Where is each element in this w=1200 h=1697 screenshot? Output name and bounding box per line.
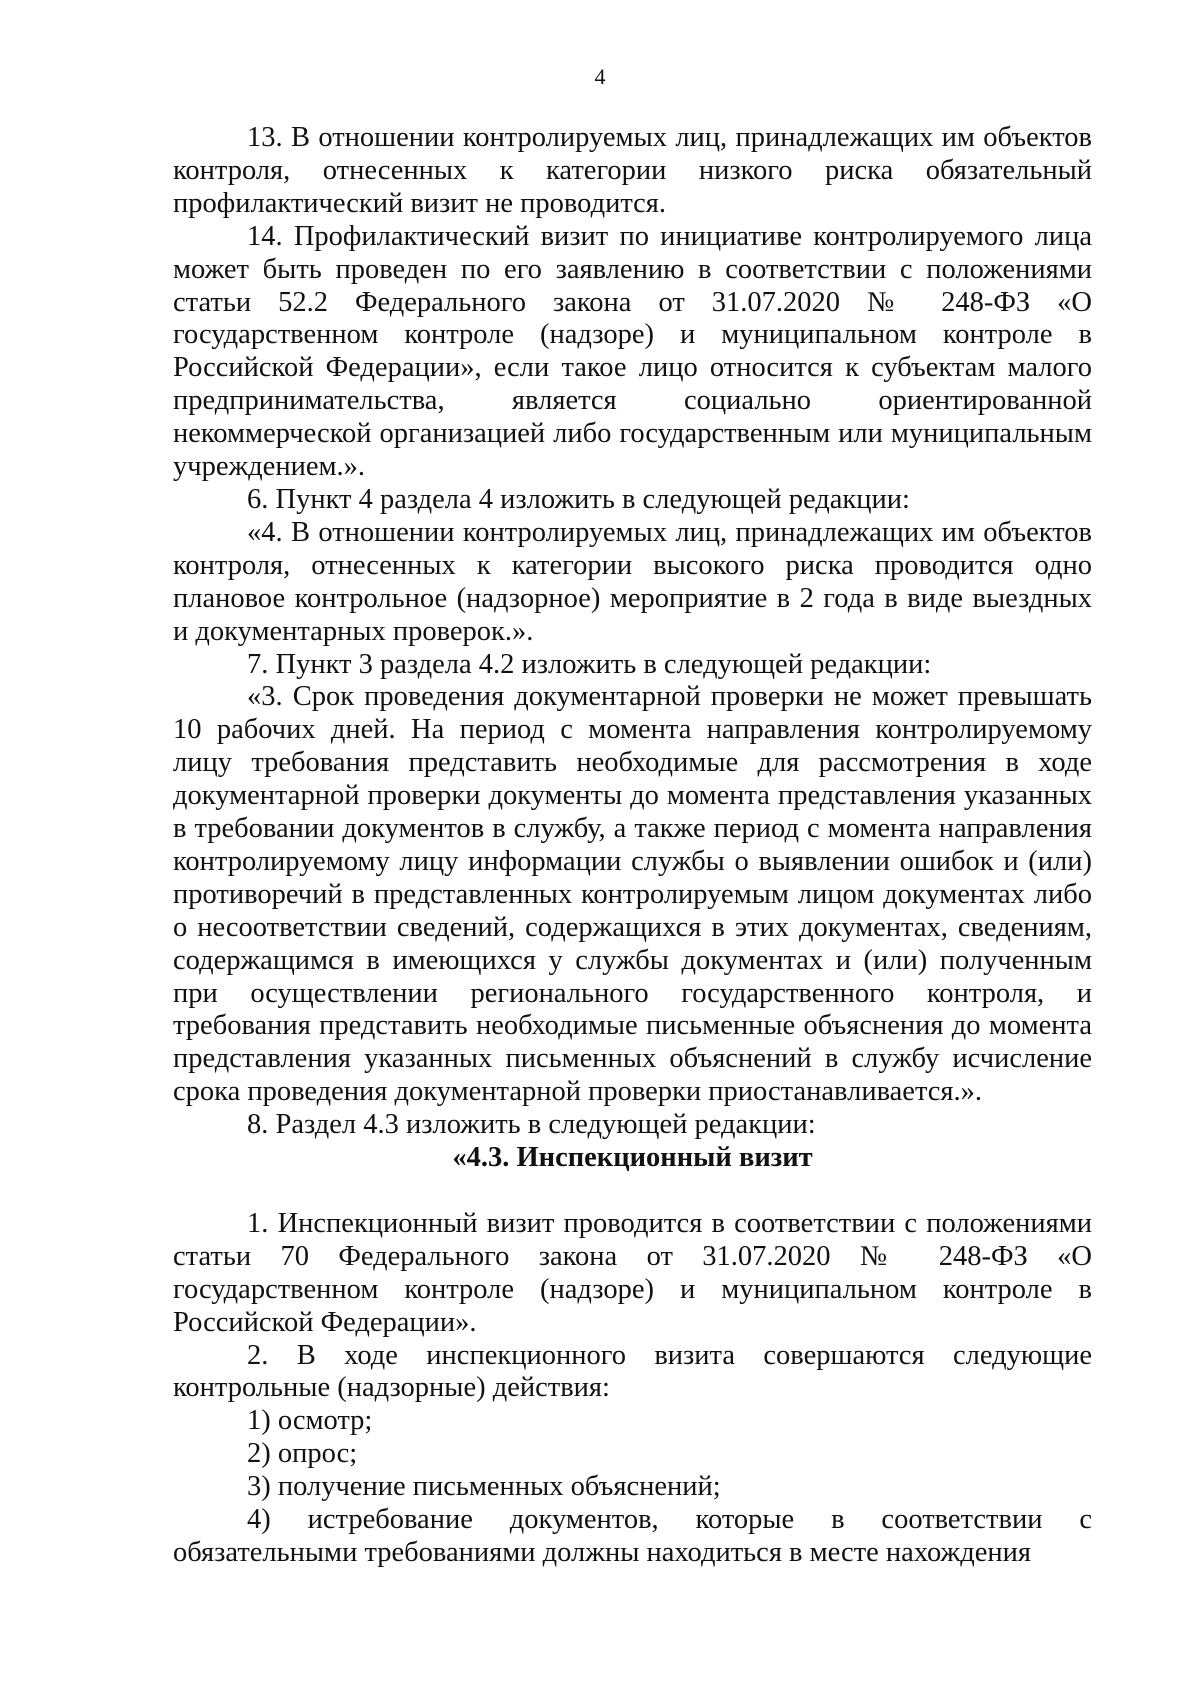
paragraph: 14. Профилактический визит по инициативе контролируемого лица может быть проведен по его заявлению в соответствии с положениями статьи 52.2 Федерального закона от 31.07.2020 № 248-ФЗ «О государственном контроле (надзоре) и муниципальном контроле в Российской Федерации», если такое лицо относится к субъектам малого предпринимательства, является социально ориентированной некоммерческой организацией либо государственным или муниципальным учреждением.». — [173, 220, 1092, 483]
list-item: 1) осмотр; — [247, 1405, 373, 1437]
document-body — [173, 122, 1092, 1570]
section-heading: «4.3. Инспекционный визит — [452, 1142, 813, 1174]
paragraph: 7. Пункт 3 раздела 4.2 изложить в следующей редакции: — [247, 648, 932, 680]
page-number: 4 — [594, 64, 606, 89]
paragraph: 8. Раздел 4.3 изложить в следующей редакции: — [247, 1109, 816, 1141]
paragraph: «4. В отношении контролируемых лиц, принадлежащих им объектов контроля, отнесенных к категории высокого риска проводится одно плановое контрольное (надзорное) мероприятие в 2 года в виде выездных и документарных проверок.». — [173, 516, 1092, 647]
paragraph: 13. В отношении контролируемых лиц, принадлежащих им объектов контроля, отнесенных к категории низкого риска обязательный профилактический визит не проводится. — [173, 122, 1092, 219]
list-item: 3) получение письменных объяснений; — [247, 1471, 721, 1503]
paragraph: 2. В ходе инспекционного визита совершаются следующие контрольные (надзорные) действия: — [173, 1339, 1092, 1404]
paragraph: «3. Срок проведения документарной проверки не может превышать 10 рабочих дней. На период с момента направления контролируемому лицу требования представить необходимые для рассмотрения в ходе документарной проверки документы до момента представления указанных в требовании документов в службу, а также период с момента направления контролируемому лицу информации службы о выявлении ошибок и (или) противоречий в представленных контролируемым лицом документах либо о несоответствии сведений, содержащихся в этих документах, сведениям, содержащимся в имеющихся у службы документах и (или) полученным при осуществлении регионального государственного контроля, и требования представить необходимые письменные объяснения до момента представления указанных письменных объяснений в службу исчисление срока проведения документарной проверки приостанавливается.». — [173, 681, 1092, 1108]
paragraph: 1. Инспекционный визит проводится в соответствии с положениями статьи 70 Федерального закона от 31.07.2020 № 248-ФЗ «О государственном контроле (надзоре) и муниципальном контроле в Российской Федерации». — [173, 1207, 1092, 1338]
list-item: 4) истребование документов, которые в соответствии с обязательными требованиями должны находиться в месте нахождения — [173, 1504, 1092, 1568]
list-item: 2) опрос; — [247, 1438, 358, 1470]
paragraph: 6. Пункт 4 раздела 4 изложить в следующей редакции: — [247, 483, 910, 515]
